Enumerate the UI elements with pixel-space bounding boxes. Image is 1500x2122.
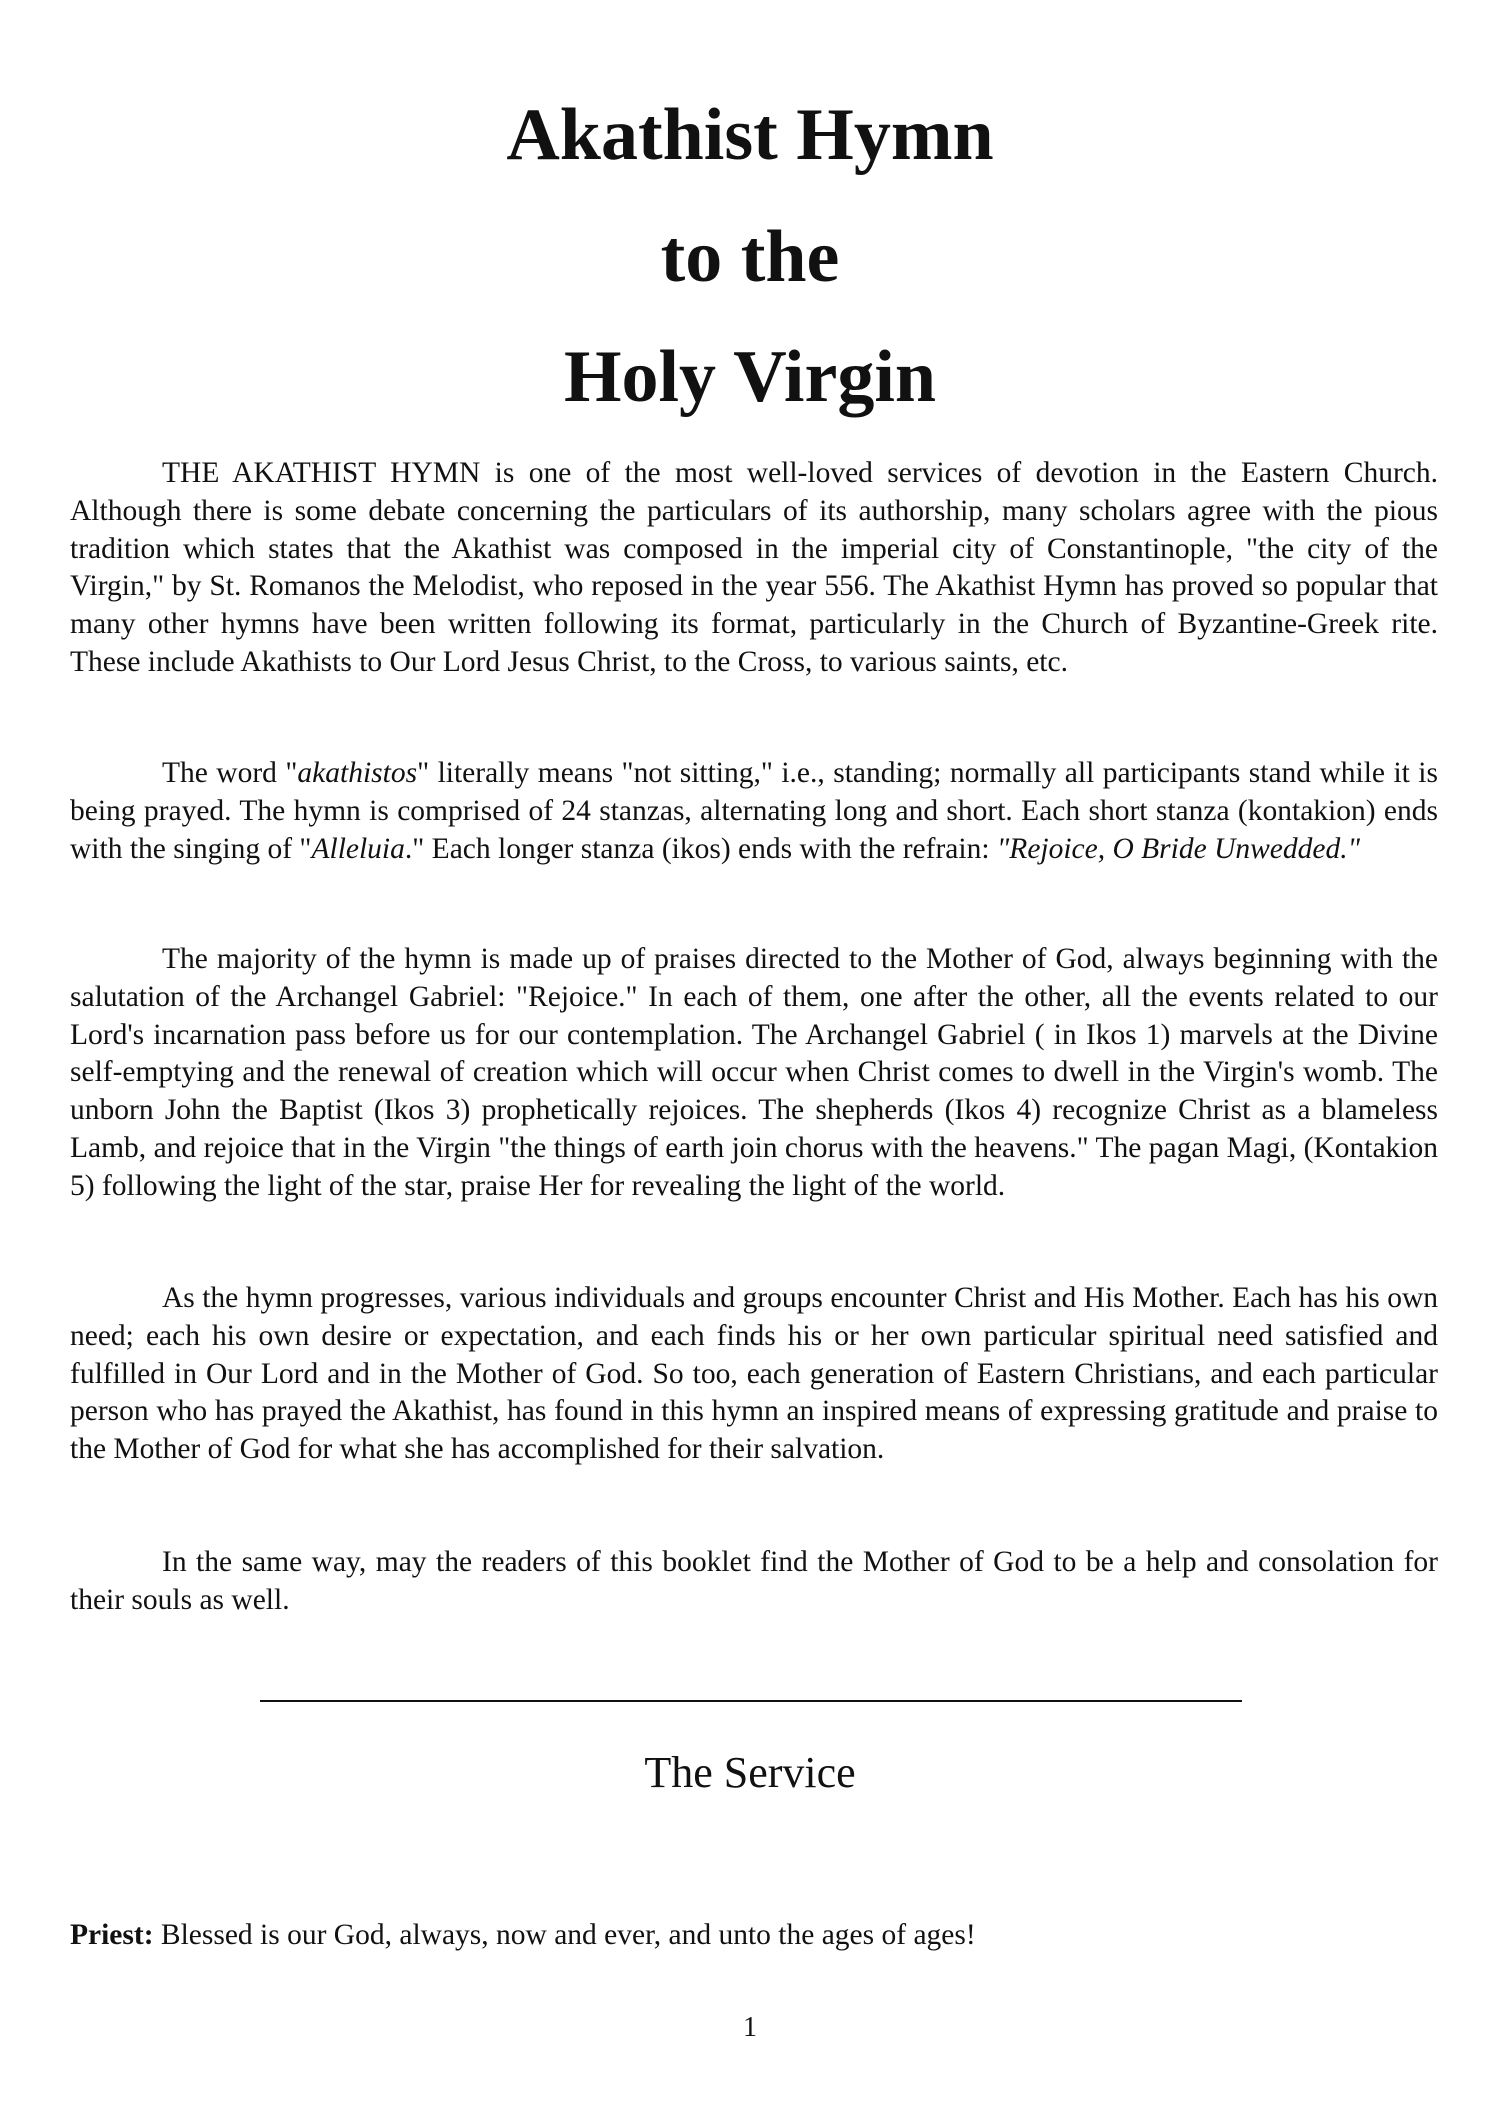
intro-paragraph-2-text-b: " literally means "not sitting," i.e., standing; normally all participants stand while it is being prayed. The hymn is comprised of 24 stanzas, alternating long and short. Each short stanza (kontakion) ends with the singing of " (70, 757, 1438, 865)
section-divider (260, 1700, 1242, 1702)
title-line-2: to the (660, 216, 840, 298)
priest-exclamation (70, 1916, 1438, 1954)
intro-paragraph-4 (70, 1280, 1438, 1469)
page-number: 1 (743, 2012, 757, 2043)
intro-paragraph-2-text-c: ." Each longer stanza (ikos) ends with the refrain: (404, 832, 997, 865)
intro-paragraph-3-text: The majority of the hymn is made up of praises directed to the Mother of God, always beginning with the salutation of the Archangel Gabriel: "Rejoice." In each of them, one after the other, all the events related to our Lord's incarnation pass before us for our contemplation. The Archangel Gabriel ( in Ikos 1) marvels at the Divine self-emptying and the renewal of creation which will occur when Christ comes to dwell in the Virgin's womb. The unborn John the Baptist (Ikos 3) prophetically rejoices. The shepherds (Ikos 4) recognize Christ as a blameless Lamb, and rejoice that in the Virgin "the things of earth join chorus with the heavens." The pagan Magi, (Kontakion 5) following the light of the star, praise Her for revealing the light of the world. (70, 943, 1438, 1202)
term-akathistos: akathistos (297, 757, 418, 789)
intro-paragraph-1-text: THE AKATHIST HYMN is one of the most well-loved services of devotion in the Eastern Church. Although there is some debate concerning the particulars of its authorship, many scholars agree with the pious tradition which states that the Akathist was composed in the imperial city of Constantinople, "the city of the Virgin," by St. Romanos the Melodist, who reposed in the year 556. The Akathist Hymn has proved so popular that many other hymns have been written following its format, particularly in the Church of Byzantine-Greek rite. These include Akathists to Our Lord Jesus Christ, to the Cross, to various saints, etc. (70, 457, 1438, 678)
intro-paragraph-2-text-a: The word " (162, 757, 298, 789)
intro-paragraph-1 (70, 455, 1438, 682)
speaker-label: Priest: (70, 1919, 154, 1951)
priest-exclamation-text: Blessed is our God, always, now and ever, and unto the ages of ages! (160, 1919, 976, 1951)
intro-paragraph-2 (70, 755, 1438, 868)
refrain-text: "Rejoice, O Bride Unwedded." (996, 832, 1361, 865)
service-heading: The Service (644, 1748, 856, 1797)
intro-paragraph-4-text: As the hymn progresses, various individuals and groups encounter Christ and His Mother. Each has his own need; each his own desire or expectation, and each finds his or her own particular spiritual need satisfied and fulfilled in Our Lord and in the Mother of God. So too, each generation of Eastern Christians, and each particular person who has prayed the Akathist, has found in this hymn an inspired means of expressing gratitude and praise to the Mother of God for what she has accomplished for their salvation. (70, 1282, 1438, 1466)
intro-paragraph-5 (70, 1544, 1438, 1620)
title-line-1: Akathist Hymn (506, 94, 994, 176)
term-alleluia: Alleluia (311, 832, 405, 865)
intro-paragraph-5-text: In the same way, may the readers of this booklet find the Mother of God to be a help and consolation for their souls as well. (70, 1546, 1438, 1616)
title-line-3: Holy Virgin (563, 336, 937, 418)
intro-paragraph-3 (70, 941, 1438, 1206)
